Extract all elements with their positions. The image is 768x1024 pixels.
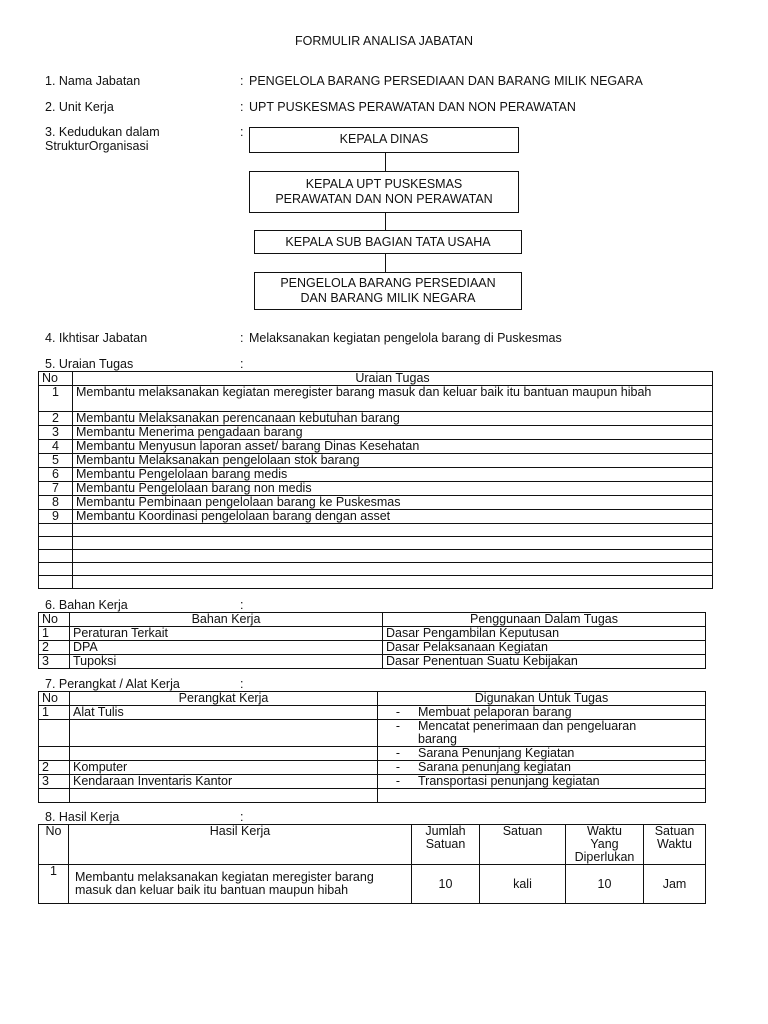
hasil-kerja-label: 8. Hasil Kerja xyxy=(45,810,120,824)
org-box-kasubag-tu-label: KEPALA SUB BAGIAN TATA USAHA xyxy=(285,234,491,249)
col-header-jumlah-line1: Jumlah xyxy=(425,824,466,838)
org-box-kepala-upt-line2: PERAWATAN DAN NON PERAWATAN xyxy=(275,192,493,206)
org-connector xyxy=(385,213,386,230)
row-no: 2 xyxy=(39,641,70,655)
nama-jabatan-label: 1. Nama Jabatan xyxy=(45,74,141,88)
table-row xyxy=(39,865,706,904)
row-text: Membantu melaksanakan kegiatan meregister barang masuk dan keluar baik itu bantuan maupun hibah xyxy=(73,386,713,412)
row-penggunaan: Dasar Pelaksanaan Kegiatan xyxy=(383,641,706,655)
table-row xyxy=(39,454,713,468)
col-header-satuan-waktu xyxy=(644,825,706,865)
org-box-pengelola-barang xyxy=(254,272,522,310)
table-row xyxy=(39,761,706,775)
table-row xyxy=(39,720,706,747)
col-header-no: No xyxy=(39,372,73,386)
row-no: 5 xyxy=(39,454,73,468)
empty-row xyxy=(39,524,713,537)
col-header-satuan: Satuan xyxy=(480,825,566,865)
perangkat-kerja-label: 7. Perangkat / Alat Kerja xyxy=(45,677,180,691)
nama-jabatan-value: PENGELOLA BARANG PERSEDIAAN DAN BARANG MILIK NEGARA xyxy=(249,74,643,88)
col-header-hasil: Hasil Kerja xyxy=(69,825,412,865)
row-digunakan-text: Sarana penunjang kegiatan xyxy=(418,760,571,774)
row-no: 4 xyxy=(39,440,73,454)
row-hasil: Membantu melaksanakan kegiatan meregister barang masuk dan keluar baik itu bantuan maupun hibah xyxy=(69,865,412,904)
row-perangkat: Alat Tulis xyxy=(70,706,378,720)
kedudukan-label-line1: 3. Kedudukan dalam xyxy=(45,125,160,139)
row-penggunaan: Dasar Pengambilan Keputusan xyxy=(383,627,706,641)
row-no: 7 xyxy=(39,482,73,496)
row-no: 6 xyxy=(39,468,73,482)
col-header-satuan-waktu-line2: Waktu xyxy=(657,837,692,851)
perangkat-kerja-table xyxy=(38,691,706,803)
row-no: 8 xyxy=(39,496,73,510)
org-box-pengelola-barang-line1: PENGELOLA BARANG PERSEDIAAN xyxy=(280,276,496,290)
row-text: Membantu Menerima pengadaan barang xyxy=(73,426,713,440)
col-header-waktu-line1: Waktu xyxy=(587,824,622,838)
row-digunakan xyxy=(378,761,706,775)
table-row xyxy=(39,496,713,510)
org-box-kepala-upt xyxy=(249,171,519,213)
org-connector xyxy=(385,153,386,171)
row-text: Membantu Pembinaan pengelolaan barang ke Puskesmas xyxy=(73,496,713,510)
empty-row xyxy=(39,537,713,550)
uraian-tugas-label: 5. Uraian Tugas xyxy=(45,357,134,371)
table-row xyxy=(39,468,713,482)
row-no: 9 xyxy=(39,510,73,524)
row-waktu: 10 xyxy=(566,865,644,904)
bahan-kerja-colon: : xyxy=(240,598,244,612)
row-digunakan xyxy=(378,747,706,761)
table-row xyxy=(39,641,706,655)
ikhtisar-value: Melaksanakan kegiatan pengelola barang di Puskesmas xyxy=(249,331,562,345)
table-row xyxy=(39,747,706,761)
row-no: 1 xyxy=(39,627,70,641)
col-header-no: No xyxy=(39,825,69,865)
row-no: 2 xyxy=(39,412,73,426)
row-no: 3 xyxy=(39,426,73,440)
table-row xyxy=(39,706,706,720)
nama-jabatan-colon: : xyxy=(240,74,244,88)
unit-kerja-value: UPT PUSKESMAS PERAWATAN DAN NON PERAWATAN xyxy=(249,100,576,114)
dash-marker: - xyxy=(395,719,401,733)
row-digunakan-text: Membuat pelaporan barang xyxy=(418,705,572,719)
dash-marker: - xyxy=(395,746,401,760)
uraian-tugas-colon: : xyxy=(240,357,244,371)
row-no: 3 xyxy=(39,655,70,669)
unit-kerja-label: 2. Unit Kerja xyxy=(45,100,114,114)
col-header-jumlah-line2: Satuan xyxy=(425,837,466,851)
row-text: Membantu Pengelolaan barang medis xyxy=(73,468,713,482)
empty-row xyxy=(39,576,713,589)
empty-row xyxy=(39,563,713,576)
col-header-waktu-line3: Diperlukan xyxy=(574,850,635,864)
table-header-row xyxy=(39,692,706,706)
table-row xyxy=(39,426,713,440)
row-text: Membantu Menyusun laporan asset/ barang Dinas Kesehatan xyxy=(73,440,713,454)
table-row xyxy=(39,510,713,524)
col-header-no: No xyxy=(39,692,70,706)
table-row xyxy=(39,775,706,789)
row-no: 1 xyxy=(39,706,70,720)
col-header-penggunaan: Penggunaan Dalam Tugas xyxy=(383,613,706,627)
empty-row xyxy=(39,550,713,563)
bahan-kerja-table xyxy=(38,612,706,669)
col-header-bahan: Bahan Kerja xyxy=(70,613,383,627)
row-perangkat: Komputer xyxy=(70,761,378,775)
row-perangkat xyxy=(70,720,378,747)
org-connector xyxy=(385,254,386,272)
dash-marker: - xyxy=(395,774,401,788)
row-digunakan xyxy=(378,720,706,747)
col-header-waktu xyxy=(566,825,644,865)
col-header-uraian: Uraian Tugas xyxy=(73,372,713,386)
row-digunakan-text: Mencatat penerimaan dan pengeluaran barang xyxy=(418,719,637,746)
org-box-kepala-upt-line1: KEPALA UPT PUSKESMAS xyxy=(305,177,463,191)
ikhtisar-colon: : xyxy=(240,331,244,345)
ikhtisar-label: 4. Ikhtisar Jabatan xyxy=(45,331,148,345)
org-box-kasubag-tu xyxy=(254,230,522,254)
table-header-row xyxy=(39,613,706,627)
row-no: 1 xyxy=(39,386,73,412)
table-row xyxy=(39,655,706,669)
row-satuan: kali xyxy=(480,865,566,904)
org-box-pengelola-barang-line2: DAN BARANG MILIK NEGARA xyxy=(300,291,476,305)
dash-marker: - xyxy=(395,760,401,774)
row-digunakan-text: Sarana Penunjang Kegiatan xyxy=(418,746,575,760)
row-text: Membantu Melaksanakan perencanaan kebutuhan barang xyxy=(73,412,713,426)
row-no xyxy=(39,747,70,761)
page-title: FORMULIR ANALISA JABATAN xyxy=(294,34,474,48)
row-no: 1 xyxy=(39,865,69,904)
table-row xyxy=(39,386,713,412)
row-digunakan xyxy=(378,706,706,720)
dash-marker: - xyxy=(395,705,401,719)
uraian-tugas-table xyxy=(38,371,713,589)
row-bahan: DPA xyxy=(70,641,383,655)
row-bahan: Peraturan Terkait xyxy=(70,627,383,641)
org-box-kepala-dinas-label: KEPALA DINAS xyxy=(339,132,429,146)
table-header-row xyxy=(39,825,706,865)
table-header-row xyxy=(39,372,713,386)
row-digunakan-text: Transportasi penunjang kegiatan xyxy=(418,774,600,788)
perangkat-kerja-colon: : xyxy=(240,677,244,691)
table-row xyxy=(39,627,706,641)
row-penggunaan: Dasar Penentuan Suatu Kebijakan xyxy=(383,655,706,669)
table-row xyxy=(39,482,713,496)
row-no: 2 xyxy=(39,761,70,775)
row-satuan-waktu: Jam xyxy=(644,865,706,904)
kedudukan-label-line2: StrukturOrganisasi xyxy=(45,139,149,153)
row-no: 3 xyxy=(39,775,70,789)
row-bahan: Tupoksi xyxy=(70,655,383,669)
hasil-kerja-colon: : xyxy=(240,810,244,824)
hasil-kerja-table xyxy=(38,824,706,904)
empty-row xyxy=(39,789,706,803)
org-box-kepala-dinas xyxy=(249,127,519,153)
col-header-waktu-line2: Yang xyxy=(590,837,619,851)
table-row xyxy=(39,440,713,454)
row-perangkat xyxy=(70,747,378,761)
unit-kerja-colon: : xyxy=(240,100,244,114)
row-digunakan xyxy=(378,775,706,789)
row-text: Membantu Melaksanakan pengelolaan stok barang xyxy=(73,454,713,468)
col-header-satuan-waktu-line1: Satuan xyxy=(654,824,695,838)
col-header-perangkat: Perangkat Kerja xyxy=(70,692,378,706)
row-perangkat: Kendaraan Inventaris Kantor xyxy=(70,775,378,789)
kedudukan-colon: : xyxy=(240,125,244,139)
table-row xyxy=(39,412,713,426)
col-header-no: No xyxy=(39,613,70,627)
bahan-kerja-label: 6. Bahan Kerja xyxy=(45,598,128,612)
col-header-digunakan: Digunakan Untuk Tugas xyxy=(378,692,706,706)
row-text: Membantu Koordinasi pengelolaan barang dengan asset xyxy=(73,510,713,524)
col-header-jumlah-satuan xyxy=(412,825,480,865)
row-no xyxy=(39,720,70,747)
row-jumlah: 10 xyxy=(412,865,480,904)
row-text: Membantu Pengelolaan barang non medis xyxy=(73,482,713,496)
